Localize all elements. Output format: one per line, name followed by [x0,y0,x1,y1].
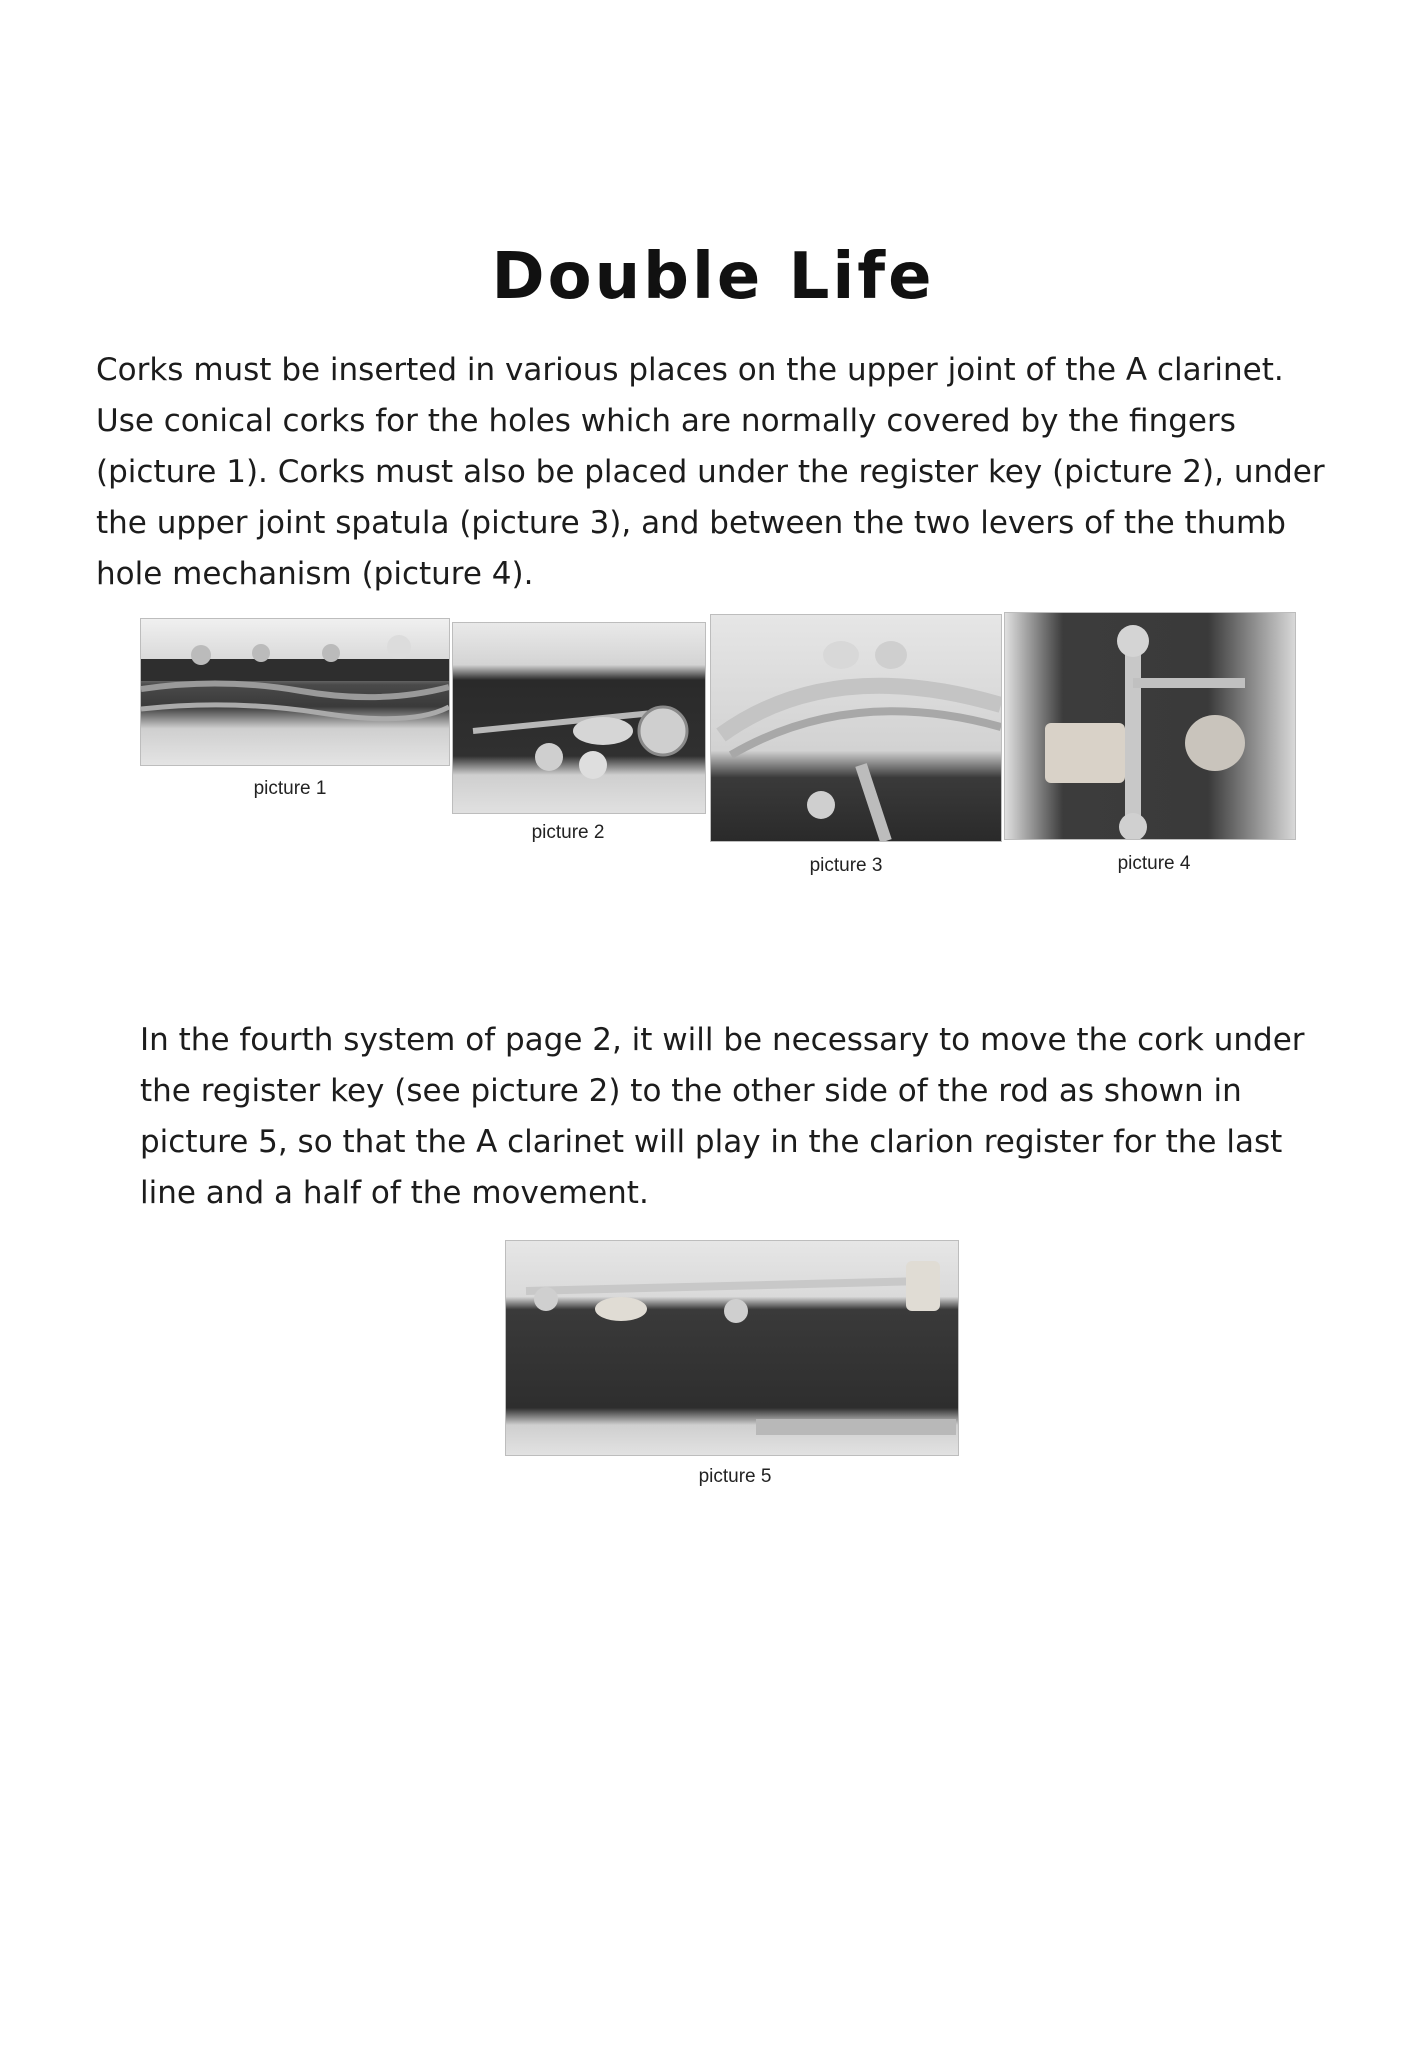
page-title: Double Life [491,240,935,314]
photo-picture-4 [1004,612,1296,840]
photo-picture-5 [505,1240,959,1456]
second-paragraph: In the fourth system of page 2, it will be necessary to move the cork under the register key (see picture 2) to the other side of the rod as shown in picture 5, so that the A clarinet will play in the clarion register for the last line and a half of the movement. [140,1022,1305,1211]
photo-picture-2 [452,622,706,814]
intro-paragraph: Corks must be inserted in various places on the upper joint of the A clarinet. Use conical corks for the holes which are normally covered by the fingers (picture 1). Corks must also be placed under the register key (picture 2), under the upper joint spatula (picture 3), and between the two levers of the thumb hole mechanism (picture 4). [96,352,1325,592]
photo-picture-1 [140,618,450,766]
caption-picture-1: picture 1 [253,778,327,799]
caption-picture-4: picture 4 [1117,853,1191,874]
caption-picture-3: picture 3 [809,855,883,876]
caption-picture-2: picture 2 [531,822,605,843]
photo-picture-3 [710,614,1002,842]
caption-picture-5: picture 5 [698,1466,772,1487]
